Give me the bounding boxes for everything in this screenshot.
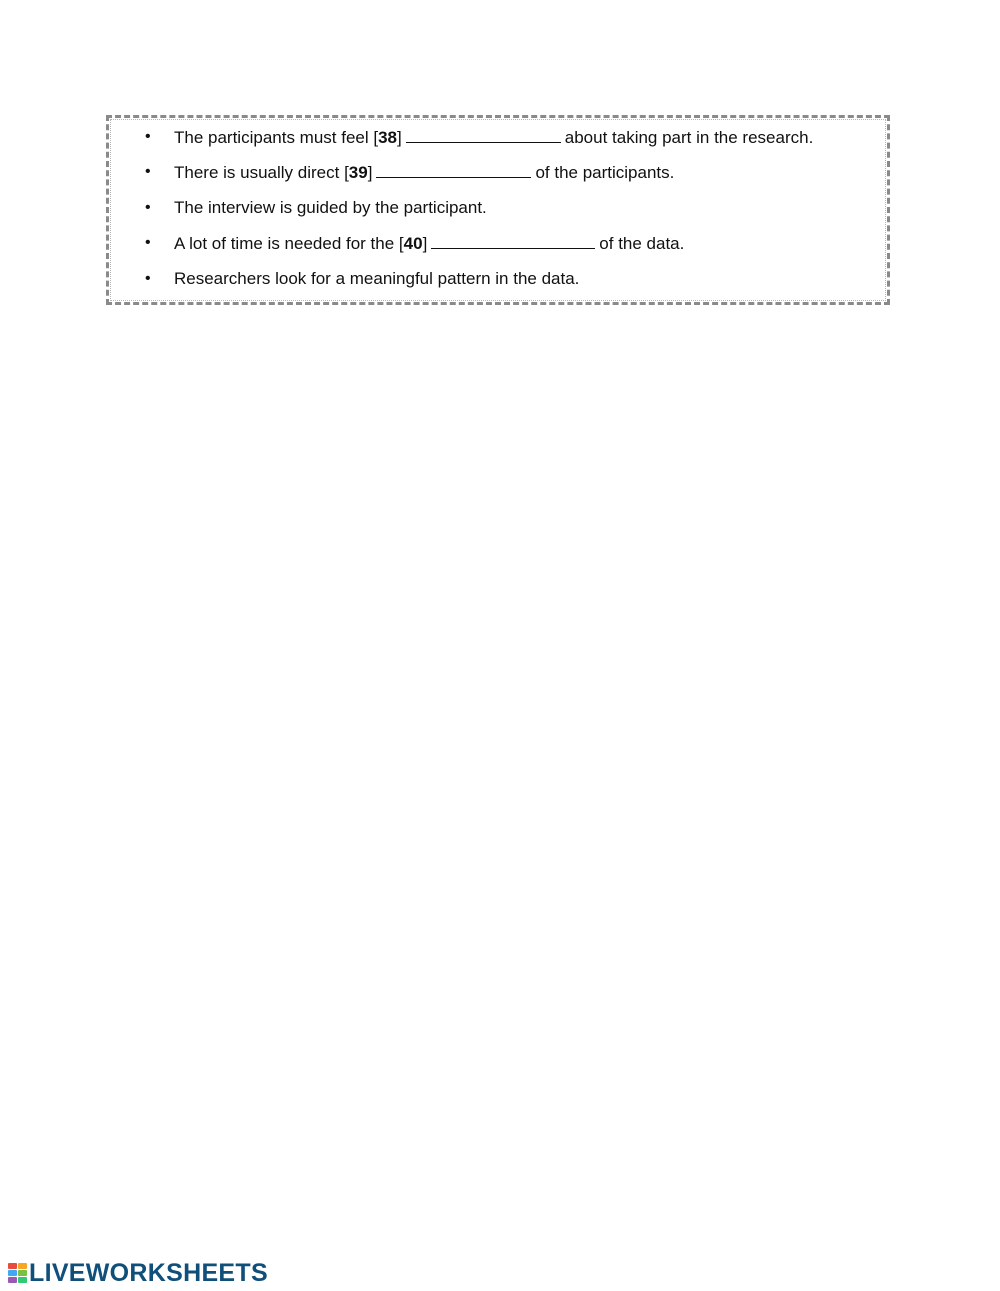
note-text-before: There is usually direct [	[174, 163, 349, 182]
note-text-after: of the participants.	[535, 163, 675, 182]
logo-tile	[8, 1263, 17, 1269]
brand-name: LIVEWORKSHEETS	[29, 1258, 268, 1287]
note-text-after: of the data.	[599, 234, 685, 253]
answer-blank-39[interactable]	[376, 160, 531, 178]
bullet: •	[145, 199, 151, 216]
bullet: •	[145, 128, 151, 145]
note-text-after: about taking part in the research.	[564, 128, 814, 147]
liveworksheets-logo	[8, 1260, 268, 1286]
logo-tile	[8, 1270, 17, 1276]
note-text	[174, 160, 674, 185]
logo-mark-icon	[8, 1263, 27, 1283]
bracket-close: ]	[367, 163, 373, 182]
logo-tile	[18, 1277, 27, 1283]
answer-blank-38[interactable]	[406, 125, 561, 143]
bullet: •	[145, 234, 151, 251]
bullet: •	[145, 163, 151, 180]
note-text: The interview is guided by the participant.	[174, 198, 487, 217]
note-text	[174, 125, 813, 150]
gap-number-38: 38	[378, 128, 398, 147]
bullet: •	[145, 270, 151, 287]
bracket-close: ]	[397, 128, 402, 147]
answer-blank-40[interactable]	[431, 231, 595, 249]
logo-tile	[8, 1277, 17, 1283]
worksheet-notes-box	[106, 115, 890, 305]
logo-tile	[18, 1263, 27, 1269]
note-text-before: A lot of time is needed for the [	[174, 234, 404, 253]
note-text: Researchers look for a meaningful pattern in the data.	[174, 269, 580, 288]
bracket-close: ]	[422, 234, 428, 253]
note-text-before: The participants must feel [	[174, 128, 379, 147]
gap-number-39: 39	[348, 163, 368, 182]
gap-number-40: 40	[403, 234, 423, 253]
logo-tile	[18, 1270, 27, 1276]
note-text	[174, 231, 684, 256]
